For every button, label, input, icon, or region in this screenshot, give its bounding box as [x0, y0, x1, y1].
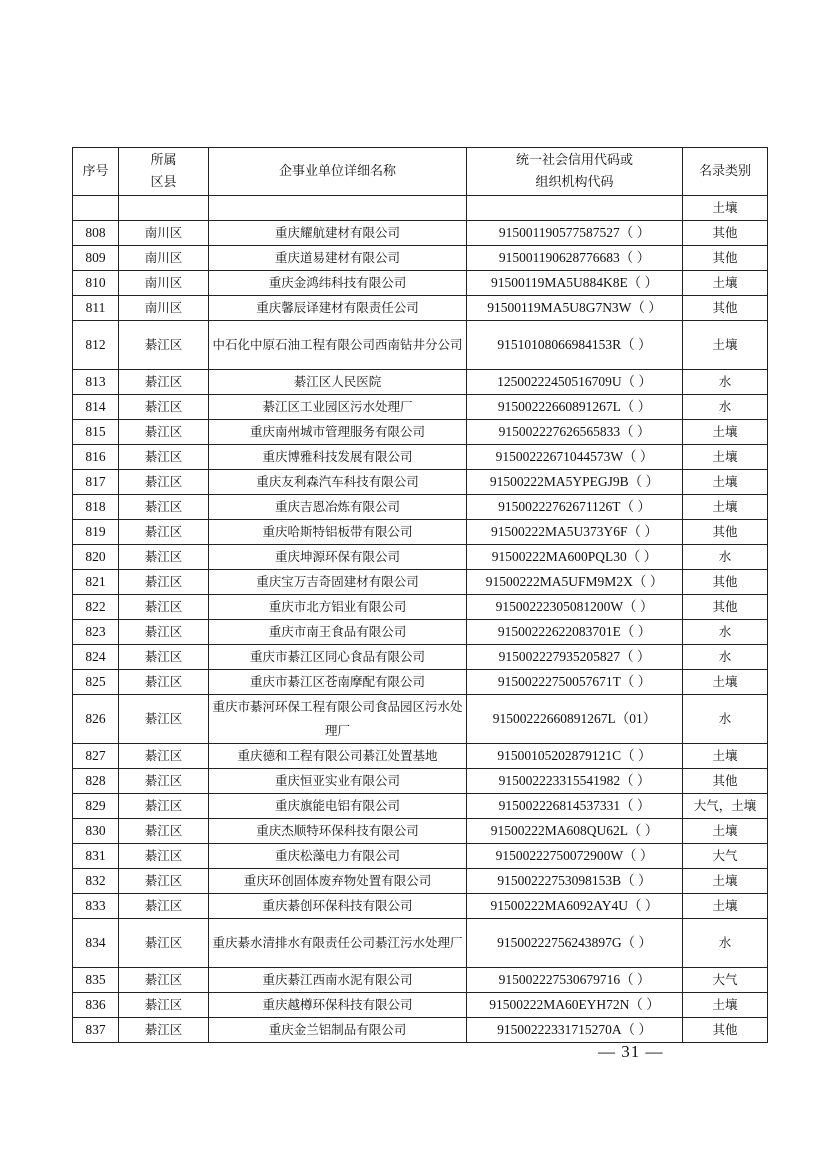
table-row — [73, 868, 768, 893]
cell-category: 其他 — [683, 594, 768, 619]
cell-category: 水 — [683, 694, 768, 743]
cell-code — [467, 196, 683, 221]
cell-index: 837 — [73, 1017, 119, 1042]
header-index: 序号 — [73, 148, 119, 196]
cell-district: 綦江区 — [119, 320, 209, 369]
table-row — [73, 793, 768, 818]
cell-district: 綦江区 — [119, 594, 209, 619]
table-row — [73, 220, 768, 245]
cell-district: 綦江区 — [119, 669, 209, 694]
cell-code: 91500222MA608QU62L（ ） — [467, 818, 683, 843]
cell-name: 重庆哈斯特铝板带有限公司 — [209, 519, 467, 544]
cell-index: 817 — [73, 469, 119, 494]
cell-category: 其他 — [683, 1017, 768, 1042]
cell-category: 水 — [683, 394, 768, 419]
cell-category: 大气，土壤 — [683, 793, 768, 818]
cell-district: 南川区 — [119, 220, 209, 245]
cell-index: 830 — [73, 818, 119, 843]
cell-name: 重庆市綦江区苍南摩配有限公司 — [209, 669, 467, 694]
table-row — [73, 694, 768, 743]
table-row — [73, 270, 768, 295]
cell-district: 綦江区 — [119, 519, 209, 544]
table-row — [73, 519, 768, 544]
cell-category: 水 — [683, 644, 768, 669]
cell-index: 816 — [73, 444, 119, 469]
table-row — [73, 1017, 768, 1042]
header-name: 企事业单位详细名称 — [209, 148, 467, 196]
cell-name: 重庆恒亚实业有限公司 — [209, 768, 467, 793]
cell-code: 91500105202879121C（ ） — [467, 743, 683, 768]
table-row — [73, 394, 768, 419]
cell-name: 重庆友利森汽车科技有限公司 — [209, 469, 467, 494]
cell-name — [209, 196, 467, 221]
cell-index: 820 — [73, 544, 119, 569]
cell-code: 915001190628776683（ ） — [467, 245, 683, 270]
cell-index: 818 — [73, 494, 119, 519]
cell-category: 其他 — [683, 768, 768, 793]
cell-code: 91500222750057671T（ ） — [467, 669, 683, 694]
cell-category: 土壤 — [683, 444, 768, 469]
header-code — [467, 148, 683, 196]
cell-category: 土壤 — [683, 494, 768, 519]
cell-index: 824 — [73, 644, 119, 669]
header-category: 名录类别 — [683, 148, 768, 196]
cell-index: 832 — [73, 868, 119, 893]
cell-category: 土壤 — [683, 992, 768, 1017]
table-row — [73, 444, 768, 469]
cell-index: 813 — [73, 369, 119, 394]
cell-code: 915002227530679716（ ） — [467, 967, 683, 992]
cell-index: 836 — [73, 992, 119, 1017]
cell-name: 重庆道易建材有限公司 — [209, 245, 467, 270]
cell-code: 91500222671044573W（ ） — [467, 444, 683, 469]
cell-name: 綦江区人民医院 — [209, 369, 467, 394]
continued-row — [73, 196, 768, 221]
cell-category: 其他 — [683, 245, 768, 270]
table-row — [73, 893, 768, 918]
cell-index: 810 — [73, 270, 119, 295]
cell-index: 814 — [73, 394, 119, 419]
cell-code: 91500222756243897G（ ） — [467, 918, 683, 967]
table-row — [73, 594, 768, 619]
table-row — [73, 619, 768, 644]
cell-district: 綦江区 — [119, 868, 209, 893]
cell-index: 825 — [73, 669, 119, 694]
cell-index: 828 — [73, 768, 119, 793]
cell-name: 重庆綦创环保科技有限公司 — [209, 893, 467, 918]
header-district-line1: 所属 — [150, 152, 177, 168]
cell-code: 915002223315541982（ ） — [467, 768, 683, 793]
table-row — [73, 768, 768, 793]
cell-name: 重庆吉恩冶炼有限公司 — [209, 494, 467, 519]
cell-name: 重庆坤源环保有限公司 — [209, 544, 467, 569]
cell-name: 重庆德和工程有限公司綦江处置基地 — [209, 743, 467, 768]
cell-index: 811 — [73, 295, 119, 320]
cell-name: 重庆旗能电铝有限公司 — [209, 793, 467, 818]
cell-name: 重庆松藻电力有限公司 — [209, 843, 467, 868]
table-row — [73, 369, 768, 394]
cell-index: 809 — [73, 245, 119, 270]
cell-code: 91500222660891267L（ ） — [467, 394, 683, 419]
cell-index: 808 — [73, 220, 119, 245]
cell-name: 重庆杰顺特环保科技有限公司 — [209, 818, 467, 843]
cell-index: 819 — [73, 519, 119, 544]
cell-category: 土壤 — [683, 320, 768, 369]
cell-code: 91500222MA5YPEGJ9B（ ） — [467, 469, 683, 494]
cell-index: 827 — [73, 743, 119, 768]
cell-district: 綦江区 — [119, 494, 209, 519]
cell-district: 南川区 — [119, 245, 209, 270]
cell-name: 重庆綦江西南水泥有限公司 — [209, 967, 467, 992]
cell-code: 91500222660891267L（01） — [467, 694, 683, 743]
cell-index: 829 — [73, 793, 119, 818]
cell-code: 91500222750072900W（ ） — [467, 843, 683, 868]
cell-category: 其他 — [683, 519, 768, 544]
cell-district: 綦江区 — [119, 444, 209, 469]
table-row — [73, 967, 768, 992]
cell-category: 水 — [683, 619, 768, 644]
cell-index: 822 — [73, 594, 119, 619]
cell-district: 綦江区 — [119, 818, 209, 843]
cell-code: 915002227935205827（ ） — [467, 644, 683, 669]
header-code-line2: 组织机构代码 — [535, 174, 614, 190]
cell-name: 重庆金兰铝制品有限公司 — [209, 1017, 467, 1042]
cell-district: 綦江区 — [119, 893, 209, 918]
header-code-line1: 统一社会信用代码或 — [515, 152, 633, 168]
cell-category: 土壤 — [683, 419, 768, 444]
cell-district — [119, 196, 209, 221]
cell-category: 土壤 — [683, 818, 768, 843]
cell-district: 綦江区 — [119, 793, 209, 818]
cell-name: 重庆耀航建材有限公司 — [209, 220, 467, 245]
cell-name: 重庆环创固体废弃物处置有限公司 — [209, 868, 467, 893]
cell-name: 重庆南州城市管理服务有限公司 — [209, 419, 467, 444]
cell-name: 重庆馨辰译建材有限责任公司 — [209, 295, 467, 320]
cell-name: 重庆市綦江区同心食品有限公司 — [209, 644, 467, 669]
table-row — [73, 644, 768, 669]
cell-district: 綦江区 — [119, 569, 209, 594]
cell-name: 重庆越樽环保科技有限公司 — [209, 992, 467, 1017]
cell-code: 91500119MA5U884K8E（ ） — [467, 270, 683, 295]
table-row — [73, 544, 768, 569]
cell-category: 土壤 — [683, 669, 768, 694]
cell-district: 綦江区 — [119, 694, 209, 743]
table-row — [73, 245, 768, 270]
table-row — [73, 494, 768, 519]
cell-category: 土壤 — [683, 469, 768, 494]
cell-district: 綦江区 — [119, 469, 209, 494]
cell-name: 重庆市綦河环保工程有限公司食品园区污水处理厂 — [209, 694, 467, 743]
cell-index — [73, 196, 119, 221]
table-row — [73, 818, 768, 843]
table-row — [73, 419, 768, 444]
cell-code: 915002226814537331（ ） — [467, 793, 683, 818]
cell-category: 土壤 — [683, 196, 768, 221]
header-district-line2: 区县 — [150, 174, 177, 190]
cell-code: 91510108066984153R（ ） — [467, 320, 683, 369]
table-row — [73, 843, 768, 868]
cell-index: 826 — [73, 694, 119, 743]
cell-district: 綦江区 — [119, 967, 209, 992]
table-row — [73, 669, 768, 694]
enterprise-list-table — [72, 147, 768, 1043]
cell-code: 91500119MA5U8G7N3W（ ） — [467, 295, 683, 320]
cell-index: 823 — [73, 619, 119, 644]
cell-name: 重庆宝万吉奇固建材有限公司 — [209, 569, 467, 594]
cell-category: 水 — [683, 544, 768, 569]
cell-district: 綦江区 — [119, 619, 209, 644]
cell-code: 91500222MA600PQL30（ ） — [467, 544, 683, 569]
cell-name: 重庆金鸿纬科技有限公司 — [209, 270, 467, 295]
header-district — [119, 148, 209, 196]
cell-name: 中石化中原石油工程有限公司西南钻井分公司 — [209, 320, 467, 369]
cell-category: 水 — [683, 369, 768, 394]
cell-category: 其他 — [683, 295, 768, 320]
cell-code: 91500222762671126T（ ） — [467, 494, 683, 519]
cell-district: 綦江区 — [119, 394, 209, 419]
cell-index: 835 — [73, 967, 119, 992]
page-number: — 31 — — [598, 1042, 664, 1061]
table-row — [73, 918, 768, 967]
cell-category: 大气 — [683, 843, 768, 868]
cell-code: 91500222331715270A（ ） — [467, 1017, 683, 1042]
cell-code: 91500222MA60EYH72N（ ） — [467, 992, 683, 1017]
cell-name: 綦江区工业园区污水处理厂 — [209, 394, 467, 419]
cell-district: 綦江区 — [119, 544, 209, 569]
cell-district: 南川区 — [119, 270, 209, 295]
cell-code: 91500222305081200W（ ） — [467, 594, 683, 619]
cell-district: 綦江区 — [119, 992, 209, 1017]
cell-category: 其他 — [683, 569, 768, 594]
cell-district: 綦江区 — [119, 369, 209, 394]
cell-category: 其他 — [683, 220, 768, 245]
cell-code: 915002227626565833（ ） — [467, 419, 683, 444]
cell-code: 12500222450516709U（ ） — [467, 369, 683, 394]
cell-code: 915001190577587527（ ） — [467, 220, 683, 245]
table-row — [73, 569, 768, 594]
table-row — [73, 320, 768, 369]
cell-code: 91500222622083701E（ ） — [467, 619, 683, 644]
cell-category: 土壤 — [683, 270, 768, 295]
cell-index: 833 — [73, 893, 119, 918]
cell-code: 91500222MA6092AY4U（ ） — [467, 893, 683, 918]
cell-category: 土壤 — [683, 868, 768, 893]
cell-name: 重庆博雅科技发展有限公司 — [209, 444, 467, 469]
cell-district: 綦江区 — [119, 743, 209, 768]
table-row — [73, 743, 768, 768]
cell-category: 土壤 — [683, 893, 768, 918]
cell-district: 綦江区 — [119, 1017, 209, 1042]
table-row — [73, 469, 768, 494]
cell-district: 綦江区 — [119, 843, 209, 868]
cell-category: 大气 — [683, 967, 768, 992]
cell-name: 重庆市北方铝业有限公司 — [209, 594, 467, 619]
cell-code: 91500222MA5UFM9M2X（ ） — [467, 569, 683, 594]
table-header-row — [73, 148, 768, 196]
table-row — [73, 295, 768, 320]
cell-code: 91500222753098153B（ ） — [467, 868, 683, 893]
cell-district: 綦江区 — [119, 768, 209, 793]
cell-category: 土壤 — [683, 743, 768, 768]
table-row — [73, 992, 768, 1017]
cell-code: 91500222MA5U373Y6F（ ） — [467, 519, 683, 544]
cell-district: 南川区 — [119, 295, 209, 320]
cell-name: 重庆綦水清排水有限责任公司綦江污水处理厂 — [209, 918, 467, 967]
cell-index: 831 — [73, 843, 119, 868]
cell-index: 815 — [73, 419, 119, 444]
cell-index: 812 — [73, 320, 119, 369]
cell-district: 綦江区 — [119, 644, 209, 669]
cell-index: 821 — [73, 569, 119, 594]
cell-index: 834 — [73, 918, 119, 967]
cell-district: 綦江区 — [119, 918, 209, 967]
cell-name: 重庆市南王食品有限公司 — [209, 619, 467, 644]
cell-district: 綦江区 — [119, 419, 209, 444]
cell-category: 水 — [683, 918, 768, 967]
